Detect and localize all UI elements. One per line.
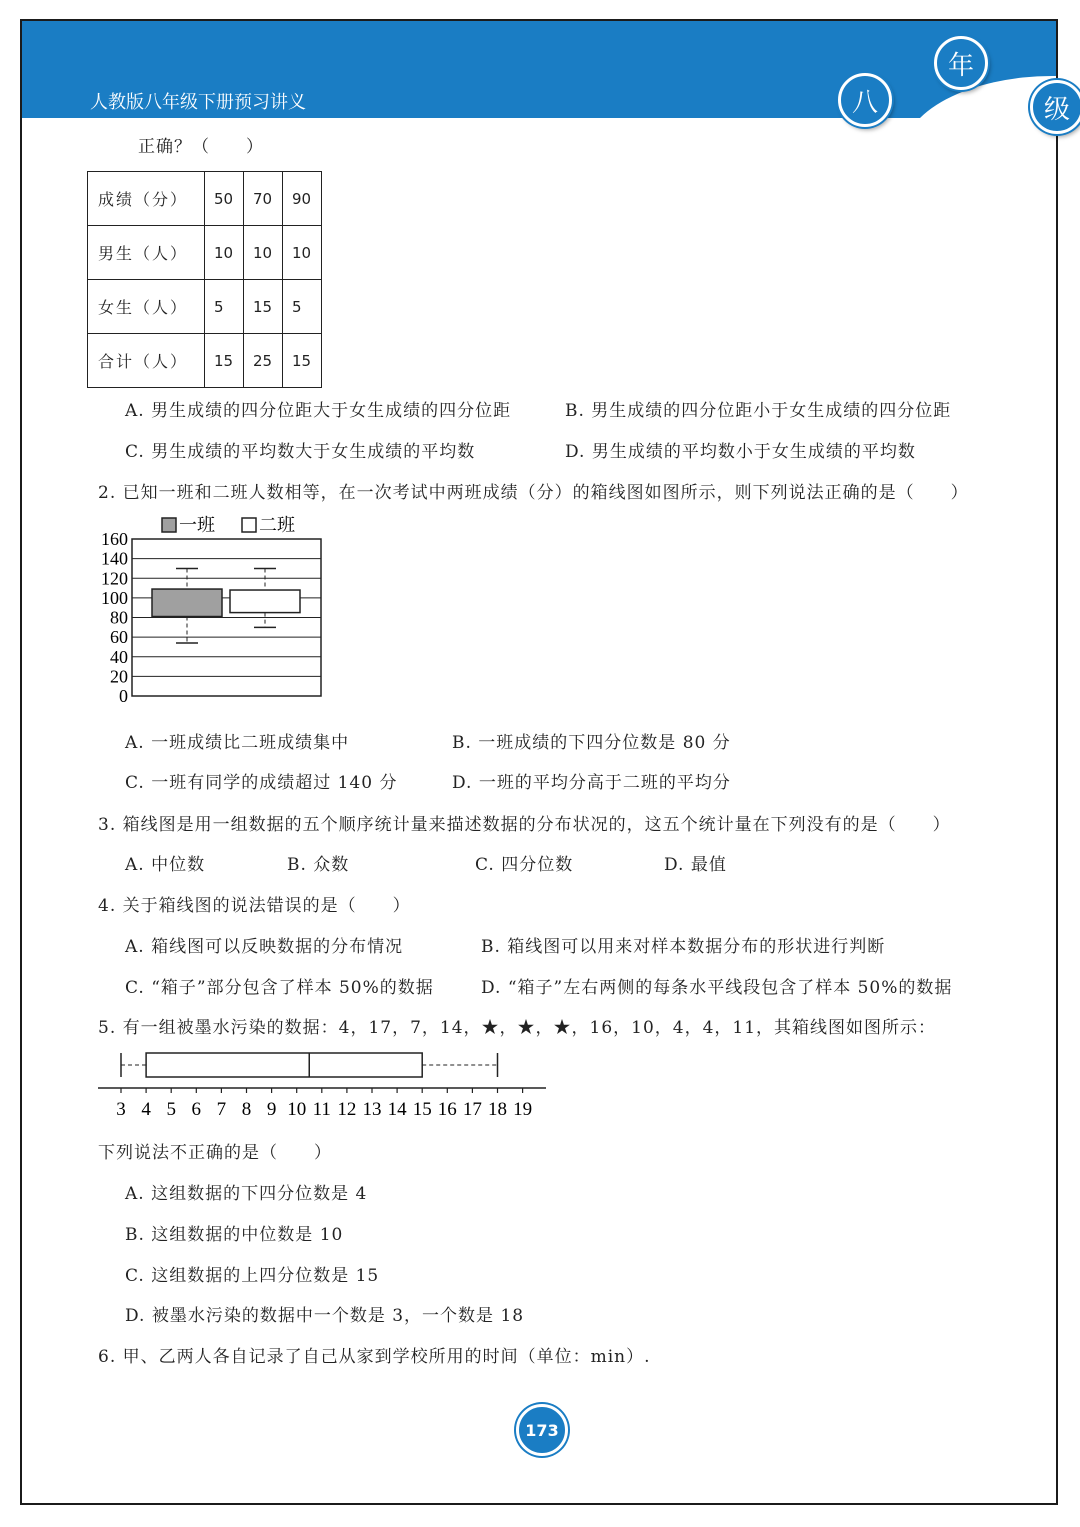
x-tick-label: 18 xyxy=(488,1099,507,1120)
q4-option-b: B. 箱线图可以用来对样本数据分布的形状进行判断 xyxy=(481,937,886,957)
legend-label: 一班 xyxy=(179,515,215,535)
legend-label: 二班 xyxy=(259,515,295,535)
table-cell: 15 xyxy=(244,280,283,334)
y-tick-label: 80 xyxy=(110,607,128,628)
q1-option-a: A. 男生成绩的四分位距大于女生成绩的四分位距 xyxy=(125,401,512,421)
y-tick-label: 100 xyxy=(101,587,128,608)
q2-option-d: D. 一班的平均分高于二班的平均分 xyxy=(452,773,731,793)
table-cell: 15 xyxy=(205,334,244,388)
y-tick-label: 20 xyxy=(110,666,128,687)
box-1 xyxy=(152,589,222,616)
q4-option-d: D. “箱子”左右两侧的每条水平线段包含了样本 50%的数据 xyxy=(481,978,953,998)
x-tick-label: 6 xyxy=(191,1099,202,1120)
y-tick-label: 140 xyxy=(101,548,128,569)
x-tick-label: 4 xyxy=(141,1099,151,1120)
q2-option-a: A. 一班成绩比二班成绩集中 xyxy=(125,733,350,753)
page-number: 173 xyxy=(516,1404,568,1456)
q2-stem: 2. 已知一班和二班人数相等，在一次考试中两班成绩（分）的箱线图如图所示，则下列说法正确的是（ ） xyxy=(98,483,969,503)
table-cell: 5 xyxy=(205,280,244,334)
x-tick-label: 15 xyxy=(412,1099,432,1120)
grade-badge-1: 八 xyxy=(838,73,892,127)
x-tick-label: 3 xyxy=(116,1099,126,1120)
q5-option-c: C. 这组数据的上四分位数是 15 xyxy=(125,1266,380,1286)
q3-option-c: C. 四分位数 xyxy=(475,855,574,875)
table-cell: 成绩（分） xyxy=(88,172,205,226)
table-row xyxy=(88,334,322,388)
q4-option-a: A. 箱线图可以反映数据的分布情况 xyxy=(125,937,404,957)
class-boxplot-chart xyxy=(90,508,335,708)
q6-stem: 6. 甲、乙两人各自记录了自己从家到学校所用的时间（单位：min）. xyxy=(98,1347,651,1367)
y-tick-label: 40 xyxy=(110,646,128,667)
grade-badge-3: 级 xyxy=(1030,80,1080,134)
table-cell: 10 xyxy=(244,226,283,280)
x-tick-label: 14 xyxy=(387,1099,407,1120)
x-tick-label: 19 xyxy=(513,1099,533,1120)
table-cell: 25 xyxy=(244,334,283,388)
table-cell: 50 xyxy=(205,172,244,226)
grade-badge-2: 年 xyxy=(934,36,988,90)
x-tick-label: 8 xyxy=(241,1099,252,1120)
horizontal-boxplot-chart xyxy=(96,1043,550,1123)
table-cell: 90 xyxy=(283,172,322,226)
x-tick-label: 12 xyxy=(337,1099,357,1120)
q3-option-a: A. 中位数 xyxy=(125,855,206,875)
q1-option-c: C. 男生成绩的平均数大于女生成绩的平均数 xyxy=(125,442,476,462)
table-cell: 5 xyxy=(283,280,322,334)
table-row xyxy=(88,226,322,280)
q5-stem: 5. 有一组被墨水污染的数据：4，17，7，14，★，★，★，16，10，4，4，11，其箱线图如图所示： xyxy=(98,1018,937,1038)
q5-option-b: B. 这组数据的中位数是 10 xyxy=(125,1225,344,1245)
score-table xyxy=(87,171,322,388)
table-cell: 合计（人） xyxy=(88,334,205,388)
y-tick-label: 60 xyxy=(110,627,128,648)
q3-option-d: D. 最值 xyxy=(664,855,727,875)
table-cell: 15 xyxy=(283,334,322,388)
legend-swatch-class2 xyxy=(242,518,256,532)
box xyxy=(146,1053,422,1077)
legend-swatch-class1 xyxy=(162,518,176,532)
table-cell: 70 xyxy=(244,172,283,226)
table-header-row xyxy=(88,172,322,226)
table-cell: 女生（人） xyxy=(88,280,205,334)
x-tick-label: 16 xyxy=(437,1099,457,1120)
y-tick-label: 120 xyxy=(101,568,128,589)
y-tick-label: 0 xyxy=(119,686,128,706)
q1-option-d: D. 男生成绩的平均数小于女生成绩的平均数 xyxy=(565,442,916,462)
q3-stem: 3. 箱线图是用一组数据的五个顺序统计量来描述数据的分布状况的，这五个统计量在下列没有的是（ ） xyxy=(98,815,951,835)
x-tick-label: 5 xyxy=(166,1099,176,1120)
q3-option-b: B. 众数 xyxy=(287,855,350,875)
q4-stem: 4. 关于箱线图的说法错误的是（ ） xyxy=(98,896,411,916)
table-cell: 10 xyxy=(283,226,322,280)
q4-option-c: C. “箱子”部分包含了样本 50%的数据 xyxy=(125,978,434,998)
box-2 xyxy=(230,590,300,613)
header-title: 人教版八年级下册预习讲义 xyxy=(90,92,306,113)
q1-stem-tail: 正确？（ ） xyxy=(138,137,264,157)
x-tick-label: 9 xyxy=(266,1099,277,1120)
x-tick-label: 13 xyxy=(362,1099,382,1120)
q5-option-d: D. 被墨水污染的数据中一个数是 3，一个数是 18 xyxy=(125,1306,525,1326)
y-tick-label: 160 xyxy=(101,529,128,549)
q2-option-b: B. 一班成绩的下四分位数是 80 分 xyxy=(452,733,731,753)
table-cell: 10 xyxy=(205,226,244,280)
table-row xyxy=(88,280,322,334)
q5-sub-stem: 下列说法不正确的是（ ） xyxy=(98,1143,332,1163)
x-tick-label: 7 xyxy=(216,1099,227,1120)
q2-option-c: C. 一班有同学的成绩超过 140 分 xyxy=(125,773,398,793)
table-cell: 男生（人） xyxy=(88,226,205,280)
x-tick-label: 10 xyxy=(287,1099,307,1120)
x-tick-label: 17 xyxy=(462,1099,482,1120)
x-tick-label: 11 xyxy=(312,1099,331,1120)
q1-option-b: B. 男生成绩的四分位距小于女生成绩的四分位距 xyxy=(565,401,952,421)
q5-option-a: A. 这组数据的下四分位数是 4 xyxy=(125,1184,368,1204)
